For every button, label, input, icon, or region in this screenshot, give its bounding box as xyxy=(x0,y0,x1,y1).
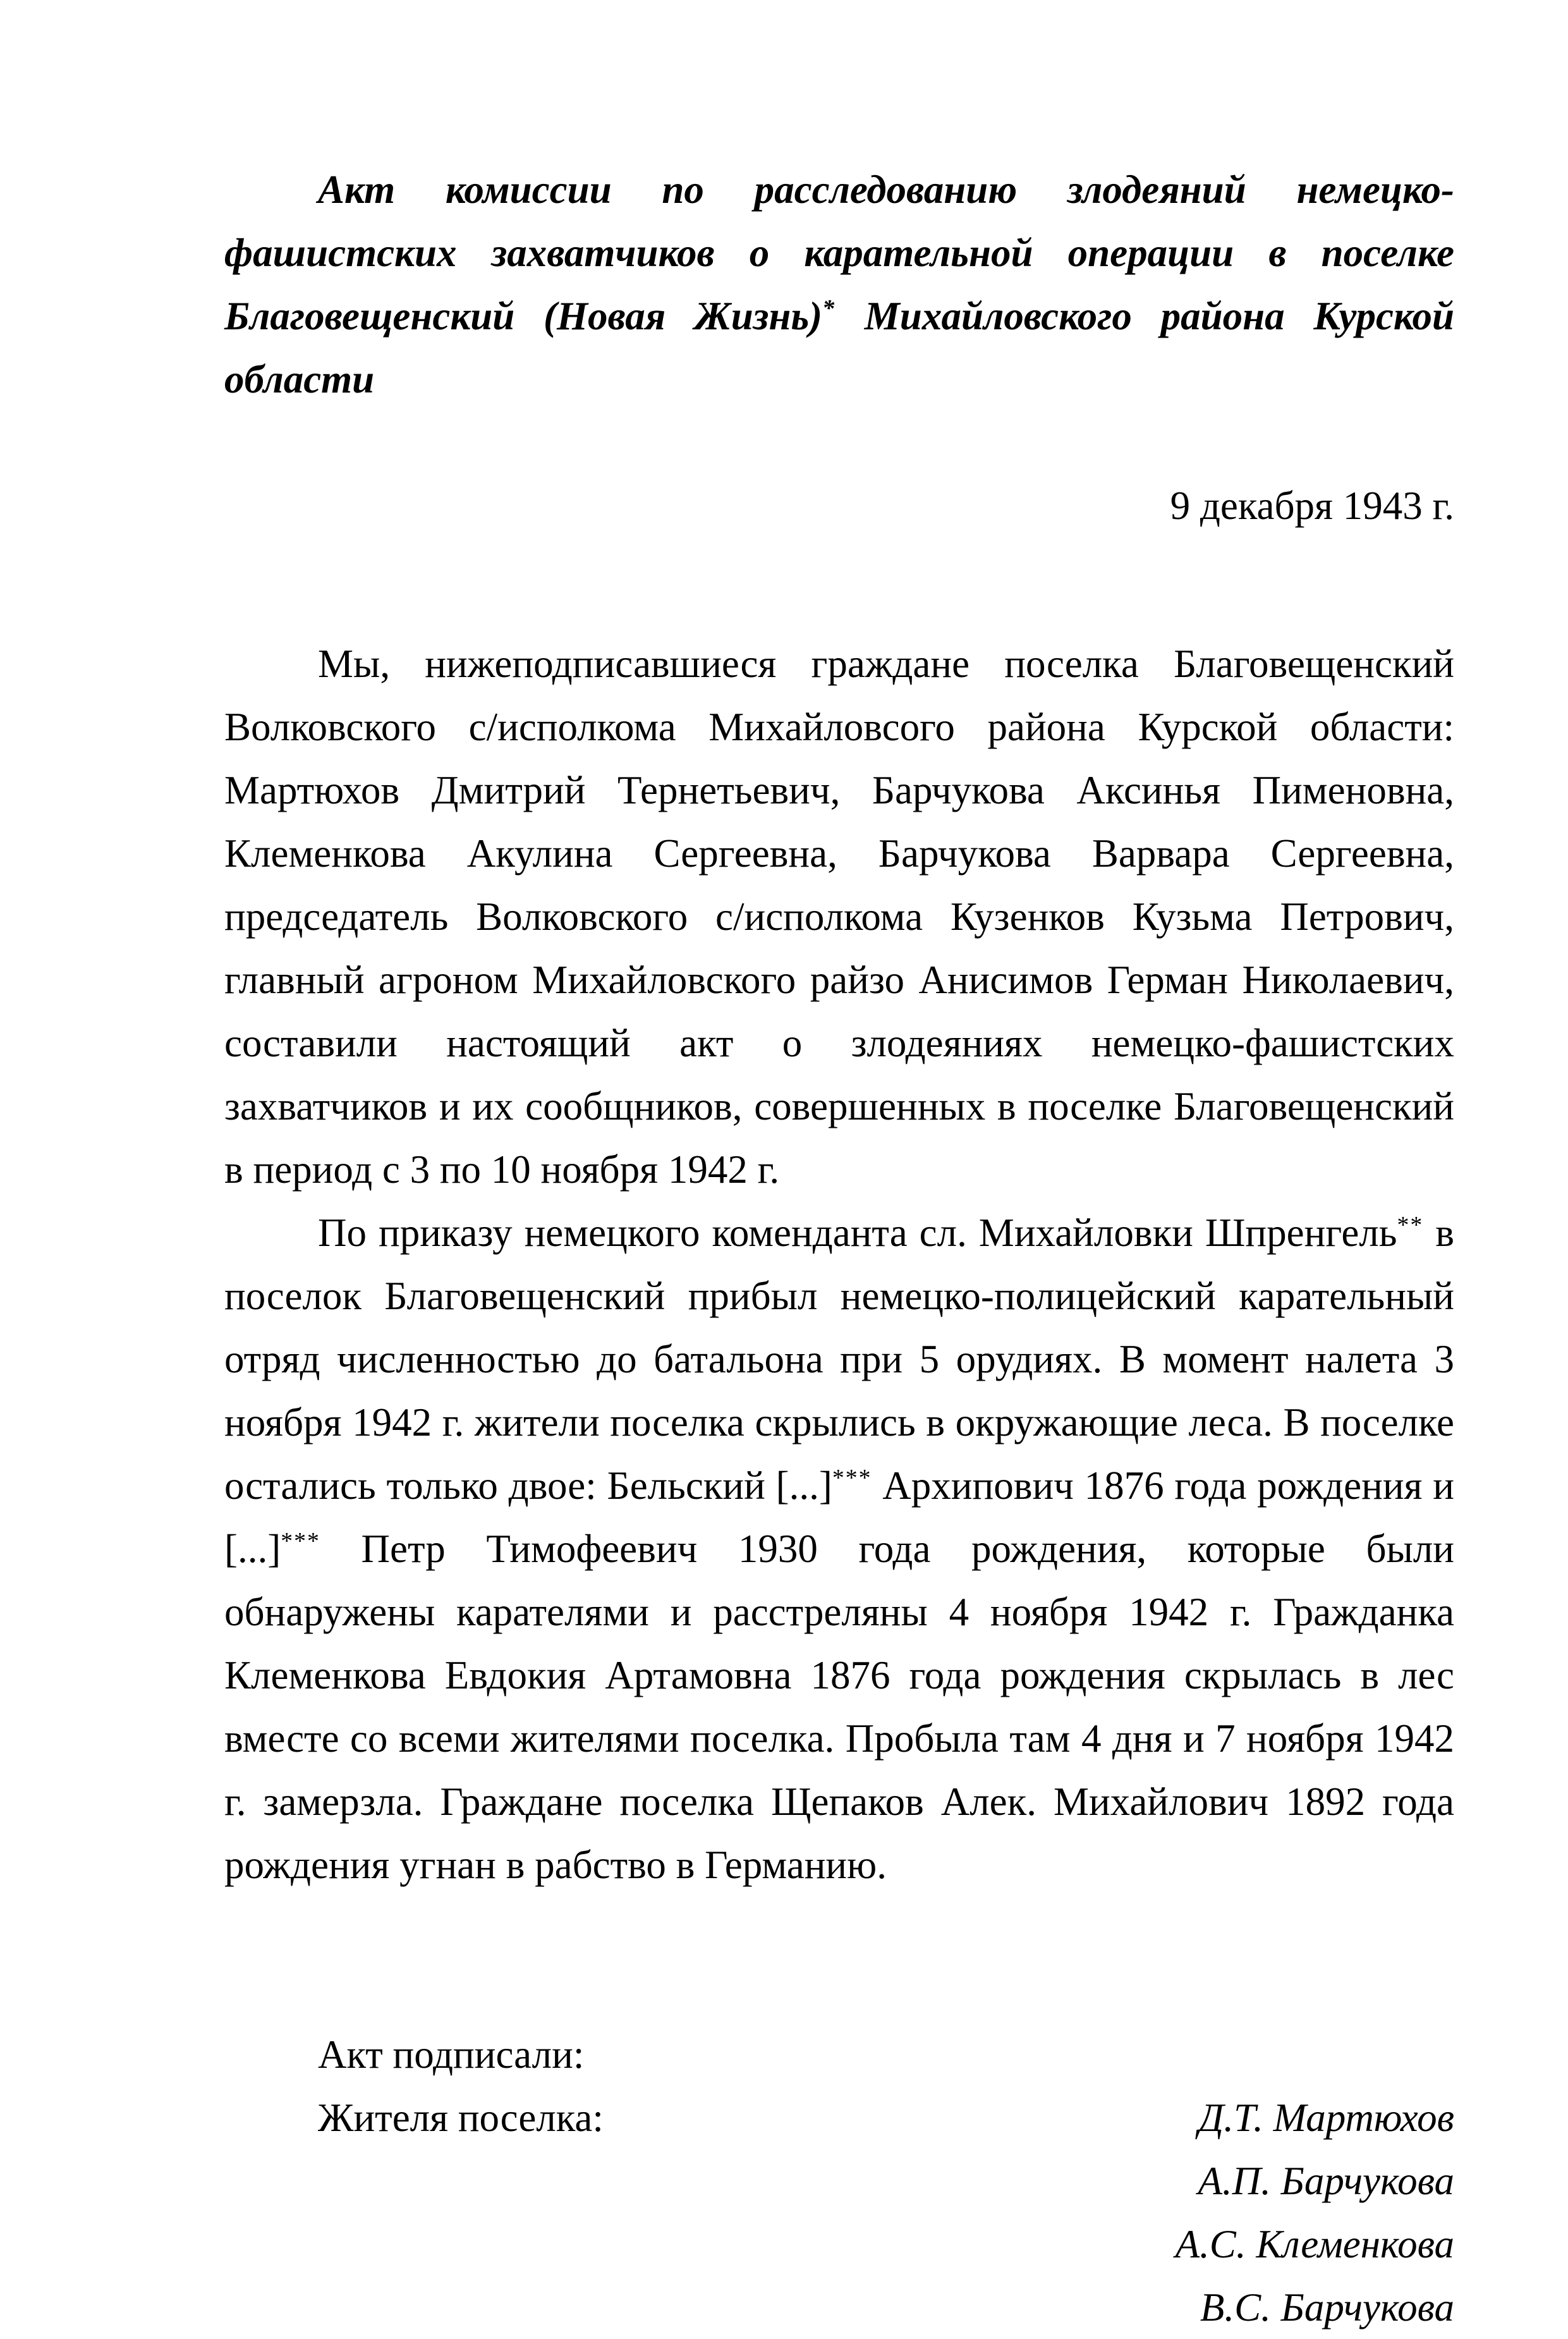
para2-segment: По приказу немецкого коменданта сл. Михайловки Шпренгель xyxy=(318,1211,1397,1255)
signature-row xyxy=(224,2086,1454,2149)
footnote-marker-triple-asterisk: *** xyxy=(832,1465,872,1492)
para2-segment: в поселок Благовещенский прибыл немецко-полицейский карательный отряд численностью до батальона при 5 орудиях. В момент налета 3 ноября 1942 г. жители поселка скрылись в окружающие леса. В поселке остались только двое: Бельский [...] xyxy=(224,1211,1454,1508)
paragraph-commission-members: Мы, нижеподписавшиеся граждане поселка Благовещенский Волковского с/исполкома Михайловсого района Курской области: Мартюхов Дмитрий Тернетьевич, Барчукова Аксинья Пименовна, Клеменкова Акулина Сергеевна, Барчукова Варвара Сергеевна, председатель Волковского с/исполкома Кузенков Кузьма Петрович, главный агроном Михайловского райзо Анисимов Герман Николаевич, составили настоящий акт о злодеяниях немецко-фашистских захватчиков и их сообщников, совершенных в поселке Благовещенский в период с 3 по 10 ноября 1942 г. xyxy=(224,642,1454,1192)
signature-row xyxy=(224,2276,1454,2339)
footnote-marker-triple-asterisk: *** xyxy=(281,1528,320,1555)
title-text: Акт комиссии по расследованию злодеяний немецко-фашистских захватчиков о карательной операции в поселке Благовещенский (Новая Жизнь) xyxy=(224,168,1454,338)
signature-row xyxy=(224,2213,1454,2276)
signature-name-barchukova-ap: А.П. Барчукова xyxy=(1198,2159,1454,2203)
title-text-continued: Михайловского района Курской области xyxy=(224,294,1454,401)
footnote-marker-double-asterisk: ** xyxy=(1397,1212,1424,1239)
signature-name-martyukhov: Д.Т. Мартюхов xyxy=(1198,2096,1454,2140)
document-title xyxy=(224,158,1454,411)
document-date: 9 декабря 1943 г. xyxy=(1170,484,1454,528)
para2-segment: Петр Тимофеевич 1930 года рождения, которые были обнаружены карателями и расстреляны 4 ноября 1942 г. Гражданка Клеменкова Евдокия Артамовна 1876 года рождения скрылась в лес вместе со всеми жителями поселка. Пробыла там 4 дня и 7 ноября 1942 г. замерзла. Граждане поселка Щепаков Алек. Михайлович 1892 года рождения угнан в рабство в Германию. xyxy=(224,1527,1454,1887)
paragraph-atrocities-account xyxy=(224,1201,1454,1896)
signature-row xyxy=(224,2149,1454,2213)
para2-segment: Архипович 1876 года рождения и [...] xyxy=(224,1463,1454,1571)
residents-label: Жителя поселка: xyxy=(318,2096,604,2140)
footnote-marker-asterisk: * xyxy=(822,295,836,322)
signature-name-barchukova-vs: В.С. Барчукова xyxy=(1200,2285,1454,2330)
signed-by-label: Акт подписали: xyxy=(318,2032,585,2077)
signature-name-klemenkova: А.С. Клеменкова xyxy=(1175,2222,1454,2266)
